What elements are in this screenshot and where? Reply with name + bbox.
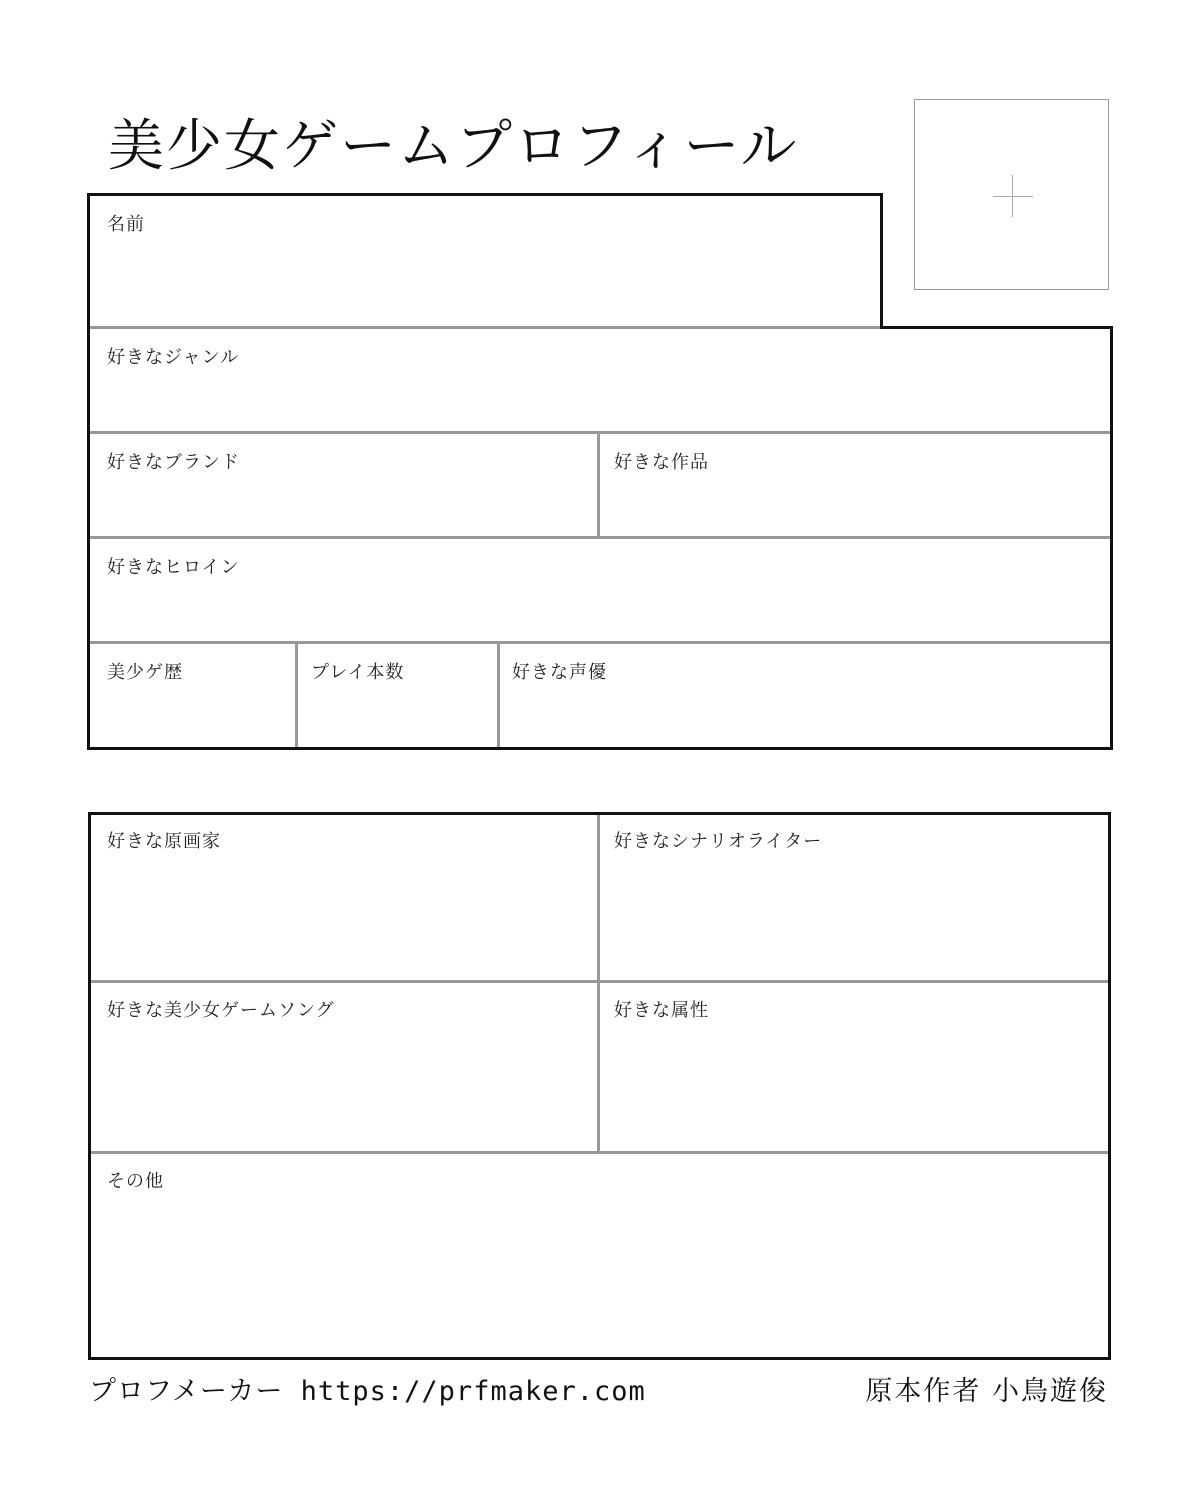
footer-site-credit: プロフメーカー https://prfmaker.com [89, 1376, 646, 1407]
voice-actor-label: 好きな声優 [512, 662, 607, 683]
genre-label: 好きなジャンル [107, 347, 240, 368]
other-label: その他 [107, 1171, 164, 1192]
attribute-label: 好きな属性 [614, 1000, 709, 1021]
song-label: 好きな美少女ゲームソング [107, 1000, 335, 1021]
brand-label: 好きなブランド [107, 452, 240, 473]
attribute-field[interactable] [600, 983, 1108, 1151]
name-field[interactable] [90, 196, 880, 326]
history-label: 美少ゲ歴 [107, 662, 183, 683]
footer-author-credit: 原本作者 小鳥遊俊 [865, 1376, 1108, 1407]
page-title: 美少女ゲームプロフィール [108, 114, 799, 179]
play-count-field[interactable] [298, 644, 497, 747]
plus-icon [915, 100, 1108, 289]
heroine-field[interactable] [90, 539, 1110, 641]
artist-field[interactable] [91, 815, 597, 980]
genre-field[interactable] [90, 329, 1110, 431]
other-field[interactable] [91, 1154, 1108, 1357]
scenario-writer-field[interactable] [600, 815, 1108, 980]
name-label: 名前 [107, 214, 145, 235]
scenario-writer-label: 好きなシナリオライター [614, 831, 823, 852]
song-field[interactable] [91, 983, 597, 1151]
voice-actor-field[interactable] [500, 644, 1110, 747]
history-field[interactable] [90, 644, 295, 747]
work-label: 好きな作品 [614, 452, 709, 473]
heroine-label: 好きなヒロイン [107, 557, 240, 578]
work-field[interactable] [600, 434, 1110, 536]
artist-label: 好きな原画家 [107, 831, 221, 852]
photo-upload-box[interactable] [914, 99, 1109, 290]
brand-field[interactable] [90, 434, 597, 536]
play-count-label: プレイ本数 [311, 662, 405, 683]
